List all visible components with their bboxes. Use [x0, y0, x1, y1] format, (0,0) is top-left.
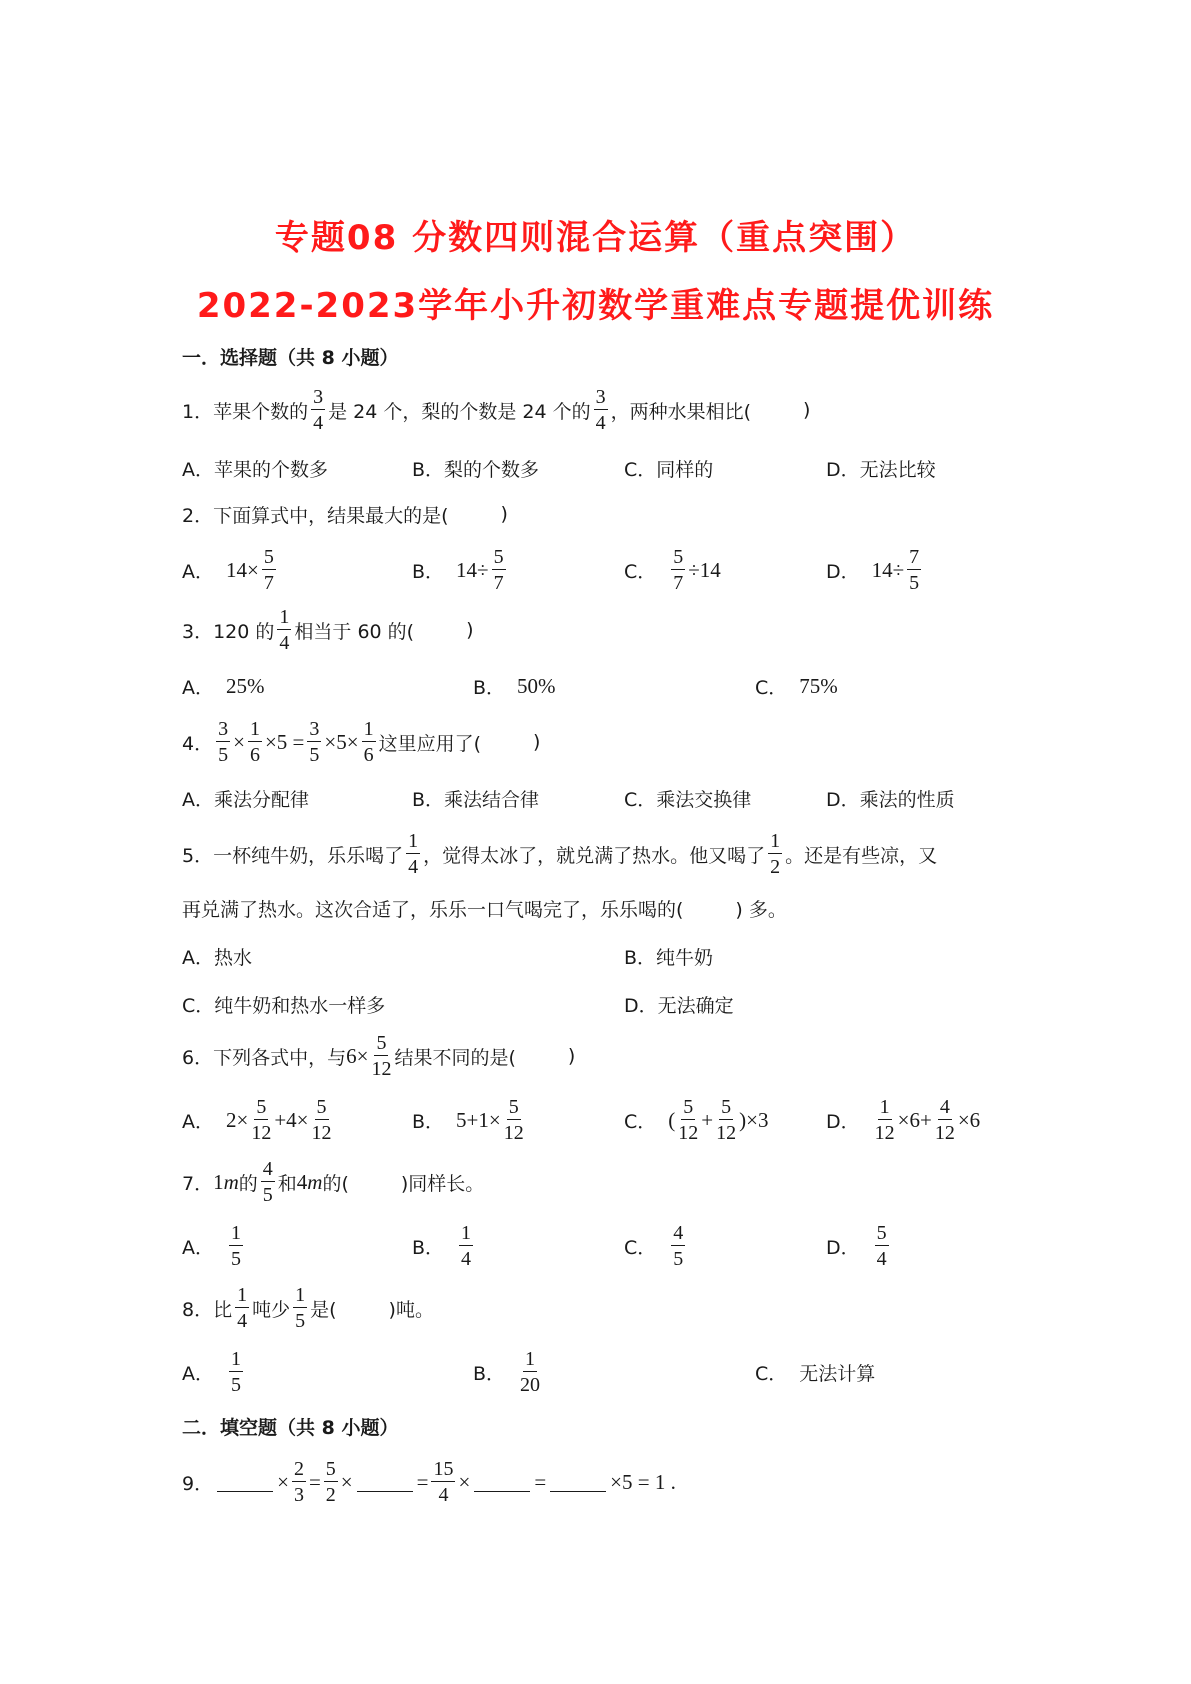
- math: 6×: [346, 1043, 369, 1068]
- question-text: ): [803, 399, 811, 421]
- option-label: A．: [182, 1362, 214, 1385]
- question-number: 5．: [182, 844, 214, 867]
- question-text: )吨。: [388, 1298, 434, 1321]
- option-label: C．: [624, 560, 657, 583]
- option-c[interactable]: [755, 656, 838, 716]
- option-b[interactable]: B．乘法结合律: [412, 788, 540, 811]
- math: 14÷: [456, 557, 489, 582]
- question-text: 相当于 60 的(: [294, 620, 415, 643]
- question-number: 7．: [182, 1172, 214, 1195]
- question-text: 下面算式中，结果最大的是(: [213, 504, 449, 527]
- option-label: C．: [755, 1362, 788, 1385]
- option-value: 75%: [799, 673, 838, 698]
- option-label: D．: [826, 1110, 860, 1133]
- question-8: [182, 1278, 434, 1338]
- math: ×: [233, 729, 245, 754]
- fraction: $\frac{5}{12}$: [371, 1032, 392, 1080]
- question-text: ，两种水果相比(: [610, 400, 752, 423]
- option-b[interactable]: B．纯牛奶: [624, 946, 714, 969]
- math: (: [668, 1107, 676, 1132]
- math: 2×: [226, 1107, 249, 1132]
- fraction: $\frac{5}{7}$: [673, 546, 684, 594]
- option-label: A．: [182, 560, 214, 583]
- fraction: $\frac{1}{5}$: [231, 1348, 241, 1396]
- question-1: [182, 380, 810, 440]
- math: ×5×: [324, 729, 359, 754]
- answer-blank[interactable]: [217, 1473, 273, 1492]
- question-number: 9．: [182, 1472, 214, 1495]
- option-a[interactable]: [182, 1342, 246, 1402]
- option-label: C．: [755, 676, 788, 699]
- question-text: 和: [277, 1172, 297, 1195]
- question-text: ): [500, 503, 508, 525]
- math: ×6+: [897, 1107, 932, 1132]
- option-d[interactable]: D．无法比较: [826, 458, 936, 481]
- fraction: $\frac{7}{5}$: [909, 546, 920, 594]
- fraction: $\frac{5}{12}$: [678, 1096, 699, 1144]
- math: ×6: [957, 1107, 981, 1132]
- math: ×5 = 1 .: [610, 1469, 676, 1494]
- option-a[interactable]: [182, 1090, 335, 1150]
- question-7: [182, 1152, 484, 1212]
- math: +4×: [274, 1107, 309, 1132]
- fraction: $\frac{3}{4}$: [595, 386, 606, 434]
- question-text: 的: [238, 1172, 258, 1195]
- option-a[interactable]: [182, 656, 265, 716]
- fraction: $\frac{1}{4}$: [279, 606, 290, 654]
- option-label: B．: [412, 1236, 445, 1259]
- math: ÷14: [688, 557, 721, 582]
- fraction: $\frac{1}{5}$: [295, 1284, 306, 1332]
- fraction: $\frac{1}{6}$: [249, 718, 260, 766]
- option-c[interactable]: [755, 1342, 875, 1402]
- math: ×5 =: [264, 729, 305, 754]
- option-c[interactable]: [624, 540, 721, 600]
- question-9: [182, 1452, 676, 1512]
- fraction: $\frac{1}{5}$: [231, 1222, 241, 1270]
- fraction: $\frac{1}{4}$: [461, 1222, 472, 1270]
- option-label: C．: [624, 1236, 657, 1259]
- fraction: $\frac{2}{3}$: [293, 1458, 304, 1506]
- question-text: 比: [213, 1298, 233, 1321]
- fraction: $\frac{4}{5}$: [673, 1222, 684, 1270]
- math: =: [416, 1469, 429, 1494]
- option-a[interactable]: A．苹果的个数多: [182, 458, 328, 481]
- question-5: [182, 824, 937, 884]
- fraction: $\frac{4}{12}$: [934, 1096, 955, 1144]
- question-text: 吨少: [252, 1298, 291, 1321]
- math: m: [307, 1169, 323, 1194]
- option-value: 无法计算: [799, 1362, 876, 1385]
- option-a[interactable]: A．热水: [182, 946, 252, 969]
- option-b[interactable]: [473, 1342, 543, 1402]
- question-text: 。还是有些凉，又: [785, 844, 938, 867]
- option-c[interactable]: [624, 1090, 768, 1150]
- option-c[interactable]: [624, 1216, 688, 1276]
- fraction: $\frac{3}{5}$: [218, 718, 229, 766]
- fraction: $\frac{1}{12}$: [874, 1096, 895, 1144]
- option-b[interactable]: [473, 656, 556, 716]
- fraction: $\frac{1}{20}$: [520, 1348, 541, 1396]
- question-text: 下列各式中，与: [213, 1046, 347, 1069]
- fraction: $\frac{5}{12}$: [251, 1096, 272, 1144]
- option-label: B．: [473, 1362, 506, 1385]
- option-a[interactable]: [182, 540, 279, 600]
- fraction: $\frac{5}{7}$: [263, 546, 274, 594]
- option-d[interactable]: [826, 1216, 892, 1276]
- option-a[interactable]: [182, 1216, 246, 1276]
- question-text: 再兑满了热水。这次合适了，乐乐一口气喝完了，乐乐喝的(: [182, 898, 684, 921]
- option-c[interactable]: C．乘法交换律: [624, 788, 752, 811]
- option-label: A．: [182, 676, 214, 699]
- question-2: [182, 484, 508, 544]
- question-number: 1．: [182, 400, 214, 423]
- question-text: 结果不同的是(: [394, 1046, 516, 1069]
- fraction: $\frac{5}{12}$: [716, 1096, 737, 1144]
- fraction: $\frac{1}{6}$: [363, 718, 374, 766]
- fraction: $\frac{4}{5}$: [262, 1158, 273, 1206]
- option-d[interactable]: D．无法确定: [624, 994, 734, 1017]
- answer-blank[interactable]: [357, 1473, 413, 1492]
- option-b[interactable]: [412, 1216, 476, 1276]
- question-4: [182, 712, 540, 772]
- question-text: 120 的: [213, 620, 275, 643]
- option-b[interactable]: [412, 540, 509, 600]
- option-label: A．: [182, 1110, 214, 1133]
- question-text: 是(: [310, 1298, 337, 1321]
- fraction: $\frac{5}{7}$: [493, 546, 504, 594]
- fraction: $\frac{1}{4}$: [408, 830, 419, 878]
- question-number: 8．: [182, 1298, 214, 1321]
- question-text: 这里应用了(: [378, 732, 481, 755]
- question-number: 3．: [182, 620, 214, 643]
- answer-blank[interactable]: [474, 1473, 530, 1492]
- option-d[interactable]: [826, 1090, 980, 1150]
- math: ×: [340, 1469, 353, 1494]
- fraction: $\frac{3}{4}$: [313, 386, 324, 434]
- option-label: D．: [826, 560, 860, 583]
- option-label: C．: [624, 1110, 657, 1133]
- math: )×3: [739, 1107, 769, 1132]
- math: 4: [296, 1169, 308, 1194]
- math: =: [534, 1469, 547, 1494]
- fraction: $\frac{5}{2}$: [325, 1458, 336, 1506]
- question-number: 4．: [182, 732, 214, 755]
- option-d[interactable]: D．乘法的性质: [826, 788, 955, 811]
- question-6: [182, 1026, 575, 1086]
- option-c[interactable]: C．纯牛奶和热水一样多: [182, 994, 386, 1017]
- math: 1: [213, 1169, 224, 1194]
- question-text: )同样长。: [400, 1172, 485, 1195]
- question-text: ): [466, 619, 474, 641]
- option-label: D．: [826, 1236, 860, 1259]
- math: ×: [458, 1469, 471, 1494]
- section-heading-fill: 二．填空题（共 8 小题）: [182, 1416, 399, 1439]
- math: =: [308, 1469, 321, 1494]
- option-d[interactable]: [826, 540, 924, 600]
- document-title-line2: 2022-2023学年小升初数学重难点专题提优训练: [196, 286, 995, 326]
- fraction: $\frac{15}{4}$: [433, 1458, 454, 1506]
- question-text: 的(: [322, 1172, 349, 1195]
- option-c[interactable]: C．同样的: [624, 458, 714, 481]
- option-label: B．: [412, 560, 445, 583]
- fraction: $\frac{5}{12}$: [311, 1096, 332, 1144]
- question-number: 2．: [182, 504, 214, 527]
- math: ×: [277, 1469, 289, 1494]
- answer-blank[interactable]: [550, 1473, 606, 1492]
- option-label: B．: [412, 1110, 445, 1133]
- option-value: 50%: [517, 673, 556, 698]
- option-value: 25%: [226, 673, 265, 698]
- math: +: [701, 1107, 714, 1132]
- question-text: 是 24 个，梨的个数是 24 个的: [328, 400, 591, 423]
- fraction: $\frac{5}{12}$: [503, 1096, 524, 1144]
- question-text: 苹果个数的: [213, 400, 309, 423]
- option-label: A．: [182, 1236, 214, 1259]
- fraction: $\frac{1}{4}$: [237, 1284, 248, 1332]
- math: m: [223, 1169, 239, 1194]
- fraction: $\frac{1}{2}$: [770, 830, 781, 878]
- question-text: ): [532, 731, 541, 753]
- question-text: ) 多。: [735, 898, 787, 921]
- question-text: ，觉得太冰了，就兑满了热水。他又喝了: [423, 844, 766, 867]
- fraction: $\frac{5}{4}$: [876, 1222, 887, 1270]
- question-text: 一杯纯牛奶，乐乐喝了: [213, 844, 404, 867]
- document-title-line1: 专题08 分数四则混合运算（重点突围）: [274, 218, 917, 258]
- question-3: [182, 600, 474, 660]
- question-text: ): [567, 1045, 576, 1067]
- question-number: 6．: [182, 1046, 214, 1069]
- option-b[interactable]: [412, 1090, 527, 1150]
- option-b[interactable]: B．梨的个数多: [412, 458, 540, 481]
- option-label: B．: [473, 676, 506, 699]
- option-a[interactable]: A．乘法分配律: [182, 788, 309, 811]
- math: 5+1×: [456, 1107, 501, 1132]
- fraction: $\frac{3}{5}$: [309, 718, 320, 766]
- math: 14÷: [871, 557, 905, 582]
- math: 14×: [226, 557, 259, 582]
- section-heading-choice: 一．选择题（共 8 小题）: [182, 346, 399, 369]
